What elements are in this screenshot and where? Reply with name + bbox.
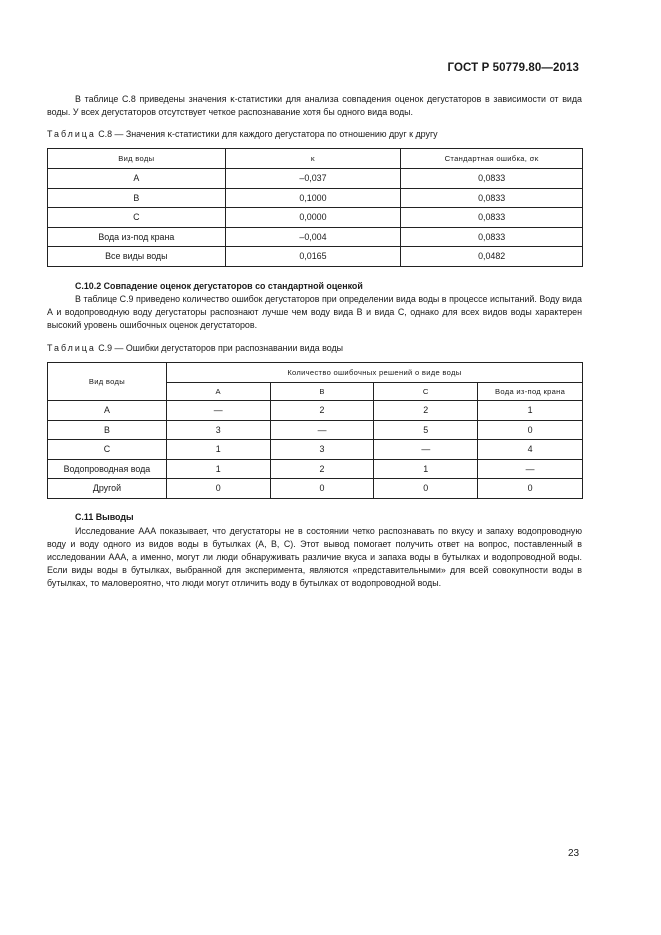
table8-cell: 0,0000 (225, 208, 401, 228)
table8 (47, 148, 583, 267)
section-c11-paragraph (47, 525, 582, 590)
table8-cell: Вода из-под крана (48, 227, 226, 247)
intro-paragraph (47, 93, 582, 119)
table8-caption-text: С.8 — Значения κ-статистики для каждого дегустатора по отношению друг к другу (98, 129, 438, 139)
table9-cell: — (270, 420, 374, 440)
table8-header-cell: Стандартная ошибка, σκ (401, 149, 583, 169)
table9-cell: — (374, 440, 478, 460)
table8-cell: 0,0482 (401, 247, 583, 267)
page-number: 23 (568, 848, 580, 859)
intro-paragraph-text: В таблице С.8 приведены значения κ-статистики для анализа совпадения оценок дегустаторов в зависимости от вида воды. У всех дегустаторов отсутствует четкое распознавание хотя бы одного вида воды. (47, 94, 582, 117)
table8-cell: А (48, 169, 226, 189)
table9-cell: 1 (166, 440, 270, 460)
table9-cell: С (48, 440, 167, 460)
table-row (48, 459, 583, 479)
table9-cell: 0 (270, 479, 374, 499)
table9-cell: 2 (374, 401, 478, 421)
table9-subheader-cell: В (270, 383, 374, 401)
table8-header-cell: Вид воды (48, 149, 226, 169)
table9-cell: 3 (270, 440, 374, 460)
table9-cell: — (478, 459, 583, 479)
section-c10-2-text: В таблице С.9 приведено количество ошибок дегустаторов при определении вида воды в процессе испытаний. Воду вида А и водопроводную воду дегустаторы распознают лучше чем воду вида В и вида С, однако для всех видов воды характерен высокий уровень ошибочных оценок дегустаторов. (47, 294, 582, 330)
table9-cell: 0 (166, 479, 270, 499)
table-row (48, 227, 583, 247)
table8-cell: 0,0833 (401, 188, 583, 208)
table-row (48, 440, 583, 460)
table-row (48, 479, 583, 499)
section-c11-text: Исследование ААА показывает, что дегустаторы не в состоянии четко распознавать по вкусу и запаху водопроводную воду и воду одного из видов воды в бутылках (А, В, С). Этот вывод помогает получить ответ на вопрос, поставленный в исследовании ААА, а именно, могут ли люди обнаруживать различие вкуса и запаха воды в бутылках и водопроводной воды. Если виды воды в бутылках, выбранной для эксперимента, являются «представительными» для всей совокупности воды в бутылках, то маловероятно, что люди могут отличить воду в бутылках от водопроводной воды. (47, 526, 582, 588)
table8-cell: 0,1000 (225, 188, 401, 208)
table9-header-row (48, 363, 583, 383)
table9-caption-text: С.9 — Ошибки дегустаторов при распознавании вида воды (98, 343, 344, 353)
table9-cell: — (166, 401, 270, 421)
table9-cell: В (48, 420, 167, 440)
table9-subheader-cell: С (374, 383, 478, 401)
table8-cell: 0,0833 (401, 227, 583, 247)
table-row (48, 208, 583, 228)
table9-cell: 0 (478, 479, 583, 499)
table9-cell: 4 (478, 440, 583, 460)
table8-cell: С (48, 208, 226, 228)
table8-caption-label: Таблица (47, 129, 96, 139)
table9-cell: 3 (166, 420, 270, 440)
document-code: ГОСТ Р 50779.80—2013 (447, 62, 579, 74)
table8-cell: Все виды воды (48, 247, 226, 267)
table8-cell: 0,0833 (401, 169, 583, 189)
table8-cell: 0,0165 (225, 247, 401, 267)
table8-cell: В (48, 188, 226, 208)
table9-group-header: Количество ошибочных решений о виде воды (166, 363, 582, 383)
table9-cell: Другой (48, 479, 167, 499)
section-c10-2-title: С.10.2 Совпадение оценок дегустаторов со стандартной оценкой (75, 281, 363, 291)
table9-cell: Водопроводная вода (48, 459, 167, 479)
table8-cell: –0,037 (225, 169, 401, 189)
section-c10-2-paragraph (47, 293, 582, 332)
table9-caption (47, 343, 343, 353)
table8-header-cell: κ (225, 149, 401, 169)
table9-row-header: Вид воды (48, 363, 167, 401)
table-row (48, 247, 583, 267)
table9-cell: 2 (270, 401, 374, 421)
table9-cell: 1 (478, 401, 583, 421)
table9-cell: 0 (478, 420, 583, 440)
table9-cell: 1 (166, 459, 270, 479)
table8-header-row (48, 149, 583, 169)
table9-subheader-cell: А (166, 383, 270, 401)
table9-cell: 0 (374, 479, 478, 499)
table8-cell: –0,004 (225, 227, 401, 247)
section-c11-title: С.11 Выводы (75, 512, 134, 522)
table8-cell: 0,0833 (401, 208, 583, 228)
table9-cell: 5 (374, 420, 478, 440)
table-row (48, 188, 583, 208)
table9-caption-label: Таблица (47, 343, 96, 353)
table-row (48, 420, 583, 440)
table9-cell: 1 (374, 459, 478, 479)
table9-cell: 2 (270, 459, 374, 479)
table9-cell: А (48, 401, 167, 421)
table8-caption (47, 129, 438, 139)
table9-subheader-cell: Вода из-под крана (478, 383, 583, 401)
table-row (48, 401, 583, 421)
table-row (48, 169, 583, 189)
table9 (47, 362, 583, 499)
